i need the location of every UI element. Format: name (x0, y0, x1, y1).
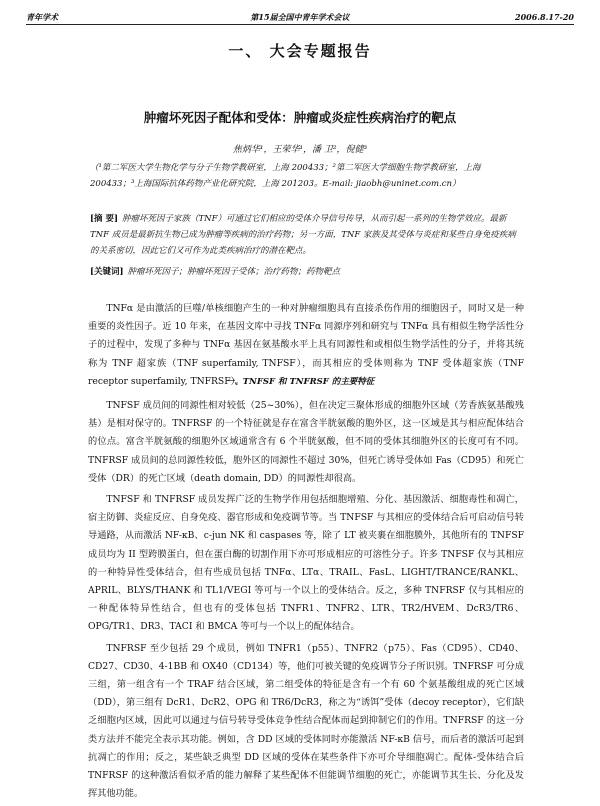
author-list: 焦炳华¹，王荣华¹，潘 卫²，倪健³ (232, 145, 368, 155)
body-paragraph: TNFRSF 至少包括 29 个成员，例如 TNFR1（p55）、TNFR2（p75）、Fas（CD95）、CD40、CD27、CD30、4-1BB 和 OX40（CD134）等，他们可被关键的免疫调节分子所识别。TNFRSF 可分成三组，第一组含有一个 TRAF 结合区域，第二组受体的特征是含有一个有 60 个氨基酸组成的死亡区域（DD），第三组有 DcR1、DcR2、OPG 和 TR6/DcR3，称之为“诱饵”受体（decoy receptor），它们缺乏细胞内区域，因此可以通过与信号转导受体竞争性结合配体而起到抑制它们的作用。TNFRSF 的这一分类方法并不能完全表示其功能。例如，含 DD 区域的受体同时亦能激活 NF-κB 信号，而后者的激活可起到抗凋亡的作用；反之，某些缺乏典型 DD 区域的受体在某些条件下亦可介导细胞凋亡。配体-受体结合后 TNFRSF 的这种激活看似矛盾的能力解释了某些配体不但能调节细胞的死亡，亦能调节其生长、分化及发挥其他功能。 (88, 642, 524, 800)
main-body (88, 397, 524, 806)
body-paragraph: TNFSF 成员间的同源性相对较低（25~30%），但在决定三聚体形成的细胞外区域（芳香族氨基酸残基）是相对保守的。TNFRSF 的一个特征就是存在富含半胱氨酸的胞外区，这一区域是其与相应配体结合的位点。富含半胱氨酸的细胞外区域通常含有 6 个半胱氨酸，但不同的受体其细胞外区的长度可有不同。TNFRSF 成员间的总同源性较低，胞外区的同源性不超过 30%，但死亡诱导受体如 Fas（CD95）和死亡受体（DR）的死亡区域（death domain, DD）的同源性却很高。 (88, 400, 524, 484)
header-center: 第15届全国中青年学术会议 (250, 12, 350, 22)
keywords-label: [关键词] (90, 267, 124, 277)
keywords (90, 264, 524, 280)
header-date: 2006.8.17-20 (515, 12, 574, 22)
body-paragraph: TNFSF 和 TNFRSF 成员发挥广泛的生物学作用包括细胞增殖、分化、基因激活、细胞毒性和凋亡，宿主防御、炎症反应、自身免疫、器官形成和免疫调节等。当 TNFSF 与其相应的受体结合后可启动信号转导通路，从而激活 NF-κB、c-jun NK 和 caspases 等，除了 LT 被夹裹在细胞膜外，其他所有的 TNFSF 成员均为 II 型跨膜蛋白，但在蛋白酶的切割作用下亦可形成相应的可溶性分子。许多 TNFSF 仅与其相应的一种特异性受体结合，但有些成员包括 TNFα、LTα、TRAIL、FasL、LIGHT/TRANCE/RANKL、APRIL、BLYS/THANK 和 TL1/VEGI 等可与一个以上的受体结合。反之，多种 TNFRSF 仅与其相应的一种配体特异性结合，但也有的受体包括 TNFR1、TNFR2、LTR、TR2/HVEM、DcR3/TR6、OPG/TR1、DR3、TACI 和 BMCA 等可与一个以上的配体结合。 (88, 494, 524, 633)
abstract-label: [摘 要] (90, 214, 119, 224)
paper-title: 肿瘤坏死因子配体和受体：肿瘤或炎症性疾病治疗的靶点 (143, 110, 457, 125)
header-left: 青年学术 (26, 12, 58, 22)
section-heading: 一、TNFSF 和 TNFRSF 的主要特征 (225, 377, 375, 387)
intro-paragraph: TNFα 是由激活的巨噬/单核细胞产生的一种对肿瘤细胞具有直接杀伤作用的细胞因子，同时又是一种重要的炎性因子。近 10 年来，在基因文库中寻找 TNFα 同源序列和研究与 TNFα 具有相似生物学活性分子的过程中，发现了多种与 TNFα 基因在氨基酸水平上具有同源性和或相似生物学活性的分子，并将其统称为 TNF 超家族（TNF superfamily, TNFSF），而其相应的受体则称为 TNF 受体超家族（TNF receptor superfamily, TNFRSF）。 (88, 303, 524, 387)
abstract-text: 肿瘤坏死因子家族（TNF）可通过它们相应的受体介导信号传导，从而引起一系列的生物学效应。最新 TNF 成员是最新抗生物已成为肿瘤等疾病的治疗药物；另一方面，TNF 家族及其受体与炎症和某些自身免疫疾病的关系密切，因此它们又可作为此类疾病治疗的潜在靶点。 (90, 214, 516, 256)
affiliations: （¹第二军医大学生物化学与分子生物学教研室，上海 200433；²第二军医大学细胞生物学教研室，上海 200433；³上海国际抗体药物产业化研究院，上海 201203。E-mail: jiaobh@uninet.com.cn） (90, 163, 481, 189)
keywords-text: 肿瘤坏死因子；肿瘤坏死因子受体；治疗药物；药物靶点 (127, 267, 341, 277)
abstract (90, 211, 524, 259)
section-title: 一、 大会专题报告 (228, 42, 372, 60)
running-header (26, 10, 574, 25)
